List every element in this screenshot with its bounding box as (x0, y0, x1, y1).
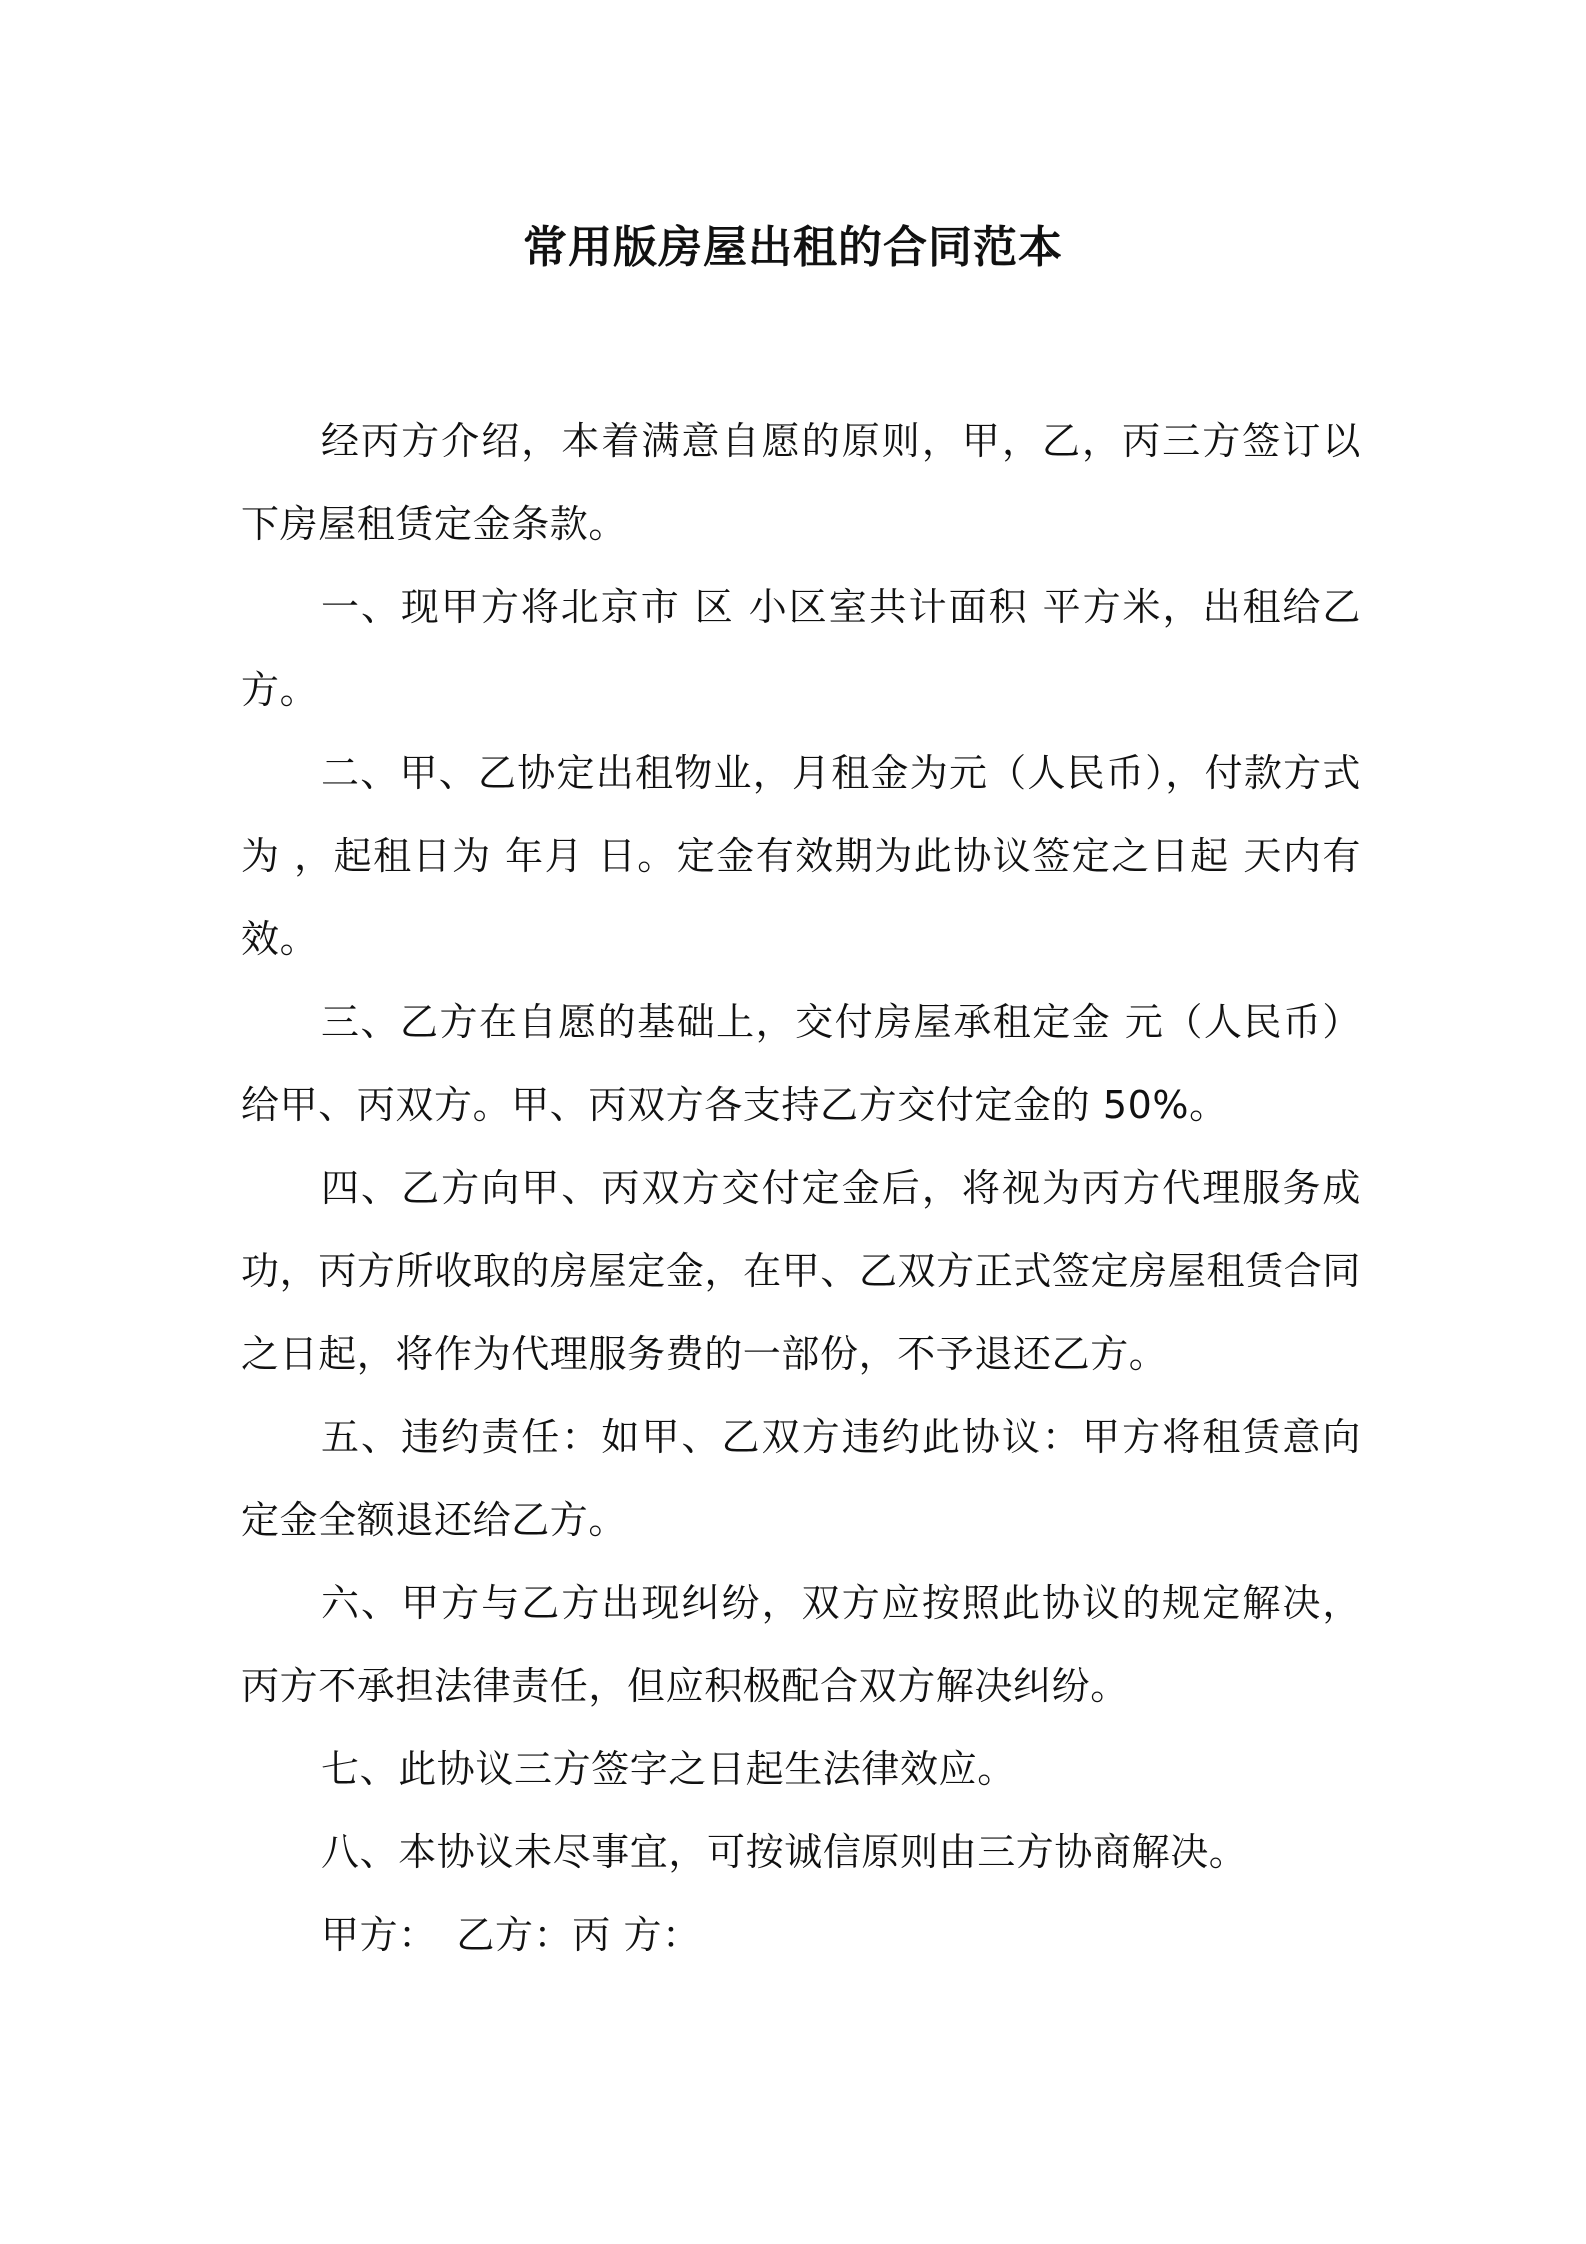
clause-3: 三、乙方在自愿的基础上，交付房屋承租定金 元（人民币）给甲、丙双方。甲、丙双方各支持乙方交付定金的 50%。 (241, 1000, 1361, 1127)
intro-paragraph: 经丙方介绍，本着满意自愿的原则，甲，乙，丙三方签订以下房屋租赁定金条款。 (241, 419, 1361, 546)
clause-5: 五、违约责任：如甲、乙双方违约此协议：甲方将租赁意向定金全额退还给乙方。 (241, 1415, 1361, 1542)
clause-7: 七、此协议三方签字之日起生法律效应。 (321, 1747, 1016, 1791)
clause-1: 一、现甲方将北京市 区 小区室共计面积 平方米，出租给乙方。 (241, 585, 1361, 712)
document-body (241, 400, 1361, 1977)
signature-line: 甲方： 乙方：丙 方： (321, 1913, 701, 1957)
clause-2: 二、甲、乙协定出租物业，月租金为元（人民币），付款方式为 ，起租日为 年月 日。定金有效期为此协议签定之日起 天内有效。 (241, 751, 1361, 961)
clause-6: 六、甲方与乙方出现纠纷，双方应按照此协议的规定解决，丙方不承担法律责任，但应积极配合双方解决纠纷。 (241, 1581, 1361, 1708)
document-title: 常用版房屋出租的合同范本 (523, 222, 1063, 273)
clause-4: 四、乙方向甲、丙双方交付定金后，将视为丙方代理服务成功，丙方所收取的房屋定金，在甲、乙双方正式签定房屋租赁合同之日起，将作为代理服务费的一部份，不予退还乙方。 (241, 1166, 1361, 1376)
clause-8: 八、本协议未尽事宜，可按诚信原则由三方协商解决。 (321, 1830, 1248, 1874)
